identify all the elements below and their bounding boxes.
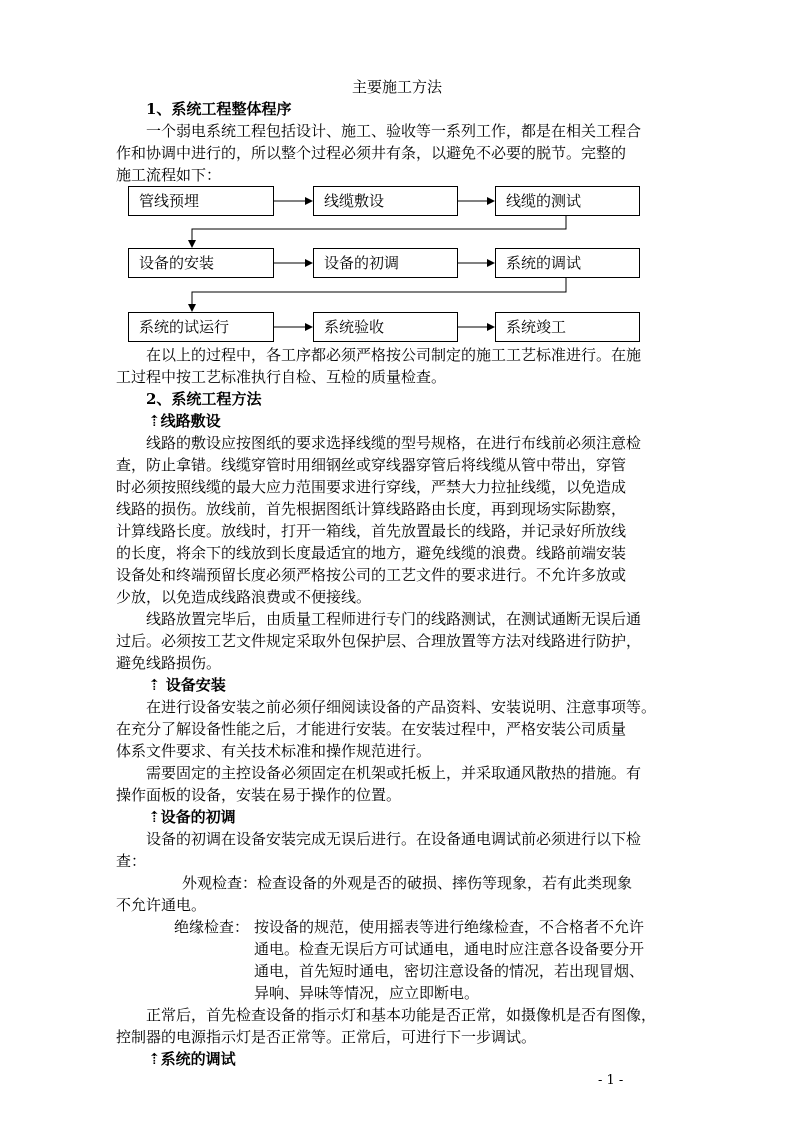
paragraph-line: 过后。必须按工艺文件规定采取外包保护层、合理放置等方法对线路进行防护， [116,632,642,650]
page-title: 主要施工方法 [351,78,442,96]
paragraph-line: 在充分了解设备性能之后，才能进行安装。在安装过程中，严格安装公司质量 [116,720,627,738]
paragraph-line: 线路的损伤。放线前，首先根据图纸计算线路路由长度，再到现场实际勘察， [116,500,627,518]
paragraph-line: 少放，以免造成线路浪费或不便接线。 [116,588,372,606]
section1-intro-line: 一个弱电系统工程包括设计、施工、验收等一系列工作，都是在相关工程合 [146,122,642,140]
paragraph-line: 控制器的电源指示灯是否正常等。正常后，可进行下一步调试。 [116,1028,537,1046]
paragraph-line: 设备处和终端预留长度必须严格按公司的工艺文件的要求进行。不允许多放或 [116,566,627,584]
subsection-heading: ⇡ 设备安装 [148,676,226,694]
flow-step-box: 系统的调试 [495,248,640,278]
paragraph-line: 时必须按照线缆的最大应力范围要求进行穿线，严禁大力拉扯线缆，以免造成 [116,478,627,496]
section1-heading: 1、系统工程整体程序 [146,100,292,118]
page-number: - 1 - [598,1073,624,1088]
section2-heading: 2、系统工程方法 [146,390,262,408]
section1-after-line: 工过程中按工艺标准执行自检、互检的质量检查。 [116,368,447,386]
paragraph-line: 计算线路长度。放线时，打开一箱线，首先放置最长的线路，并记录好所放线 [116,522,627,540]
paragraph-line: 避免线路损伤。 [116,654,222,672]
flow-step-box: 设备的初调 [313,248,458,278]
flow-step-box: 系统竣工 [495,312,640,342]
subsection-heading: ⇡系统的调试 [148,1050,236,1068]
check-line: 通电。检查无误后方可试通电，通电时应注意各设备要分开 [254,940,645,958]
flow-step-box: 系统的试运行 [128,312,274,342]
paragraph-line: 正常后，首先检查设备的指示灯和基本功能是否正常，如摄像机是否有图像， [146,1006,657,1024]
check-line: 按设备的规范，使用摇表等进行绝缘检查，不合格者不允许 [254,918,645,936]
section1-intro-line: 作和协调中进行的，所以整个过程必须井有条，以避免不必要的脱节。完整的 [116,144,627,162]
paragraph-line: 需要固定的主控设备必须固定在机架或托板上，并采取通风散热的措施。有 [146,764,642,782]
flow-step-box: 设备的安装 [128,248,274,278]
flow-step-box: 线缆的测试 [495,186,640,216]
paragraph-line: 的长度，将余下的线放到长度最适宜的地方，避免线缆的浪费。线路前端安装 [116,544,627,562]
flow-step-box: 管线预埋 [128,186,274,216]
flow-step-box: 系统验收 [313,312,458,342]
check-line: 不允许通电。 [116,896,207,914]
section1-after-line: 在以上的过程中，各工序都必须严格按公司制定的施工工艺标准进行。在施 [146,346,642,364]
paragraph-line: 查，防止拿错。线缆穿管时用细钢丝或穿线器穿管后将线缆从管中带出，穿管 [116,456,627,474]
section1-intro-line: 施工流程如下： [116,166,222,184]
paragraph-line: 在进行设备安装之前必须仔细阅读设备的产品资料、安装说明、注意事项等。 [146,698,657,716]
paragraph-line: 操作面板的设备，安装在易于操作的位置。 [116,786,402,804]
paragraph-line: 体系文件要求、有关技术标准和操作规范进行。 [116,742,432,760]
paragraph-line: 设备的初调在设备安装完成无误后进行。在设备通电调试前必须进行以下检 [146,830,642,848]
check-line: 外观检查：检查设备的外观是否的破损、摔伤等现象，若有此类现象 [182,874,633,892]
subsection-heading: ⇡线路敷设 [148,412,221,430]
check-line: 异响、异味等情况，应立即断电。 [254,984,480,1002]
check-line: 通电，首先短时通电，密切注意设备的情况，若出现冒烟、 [254,962,645,980]
paragraph-line: 查： [116,852,147,870]
paragraph-line: 线路放置完毕后，由质量工程师进行专门的线路测试，在测试通断无误后通 [146,610,642,628]
flow-step-box: 线缆敷设 [313,186,458,216]
subsection-heading: ⇡设备的初调 [148,808,236,826]
check-label: 绝缘检查： [174,918,250,936]
paragraph-line: 线路的敷设应按图纸的要求选择线缆的型号规格，在进行布线前必须注意检 [146,434,642,452]
